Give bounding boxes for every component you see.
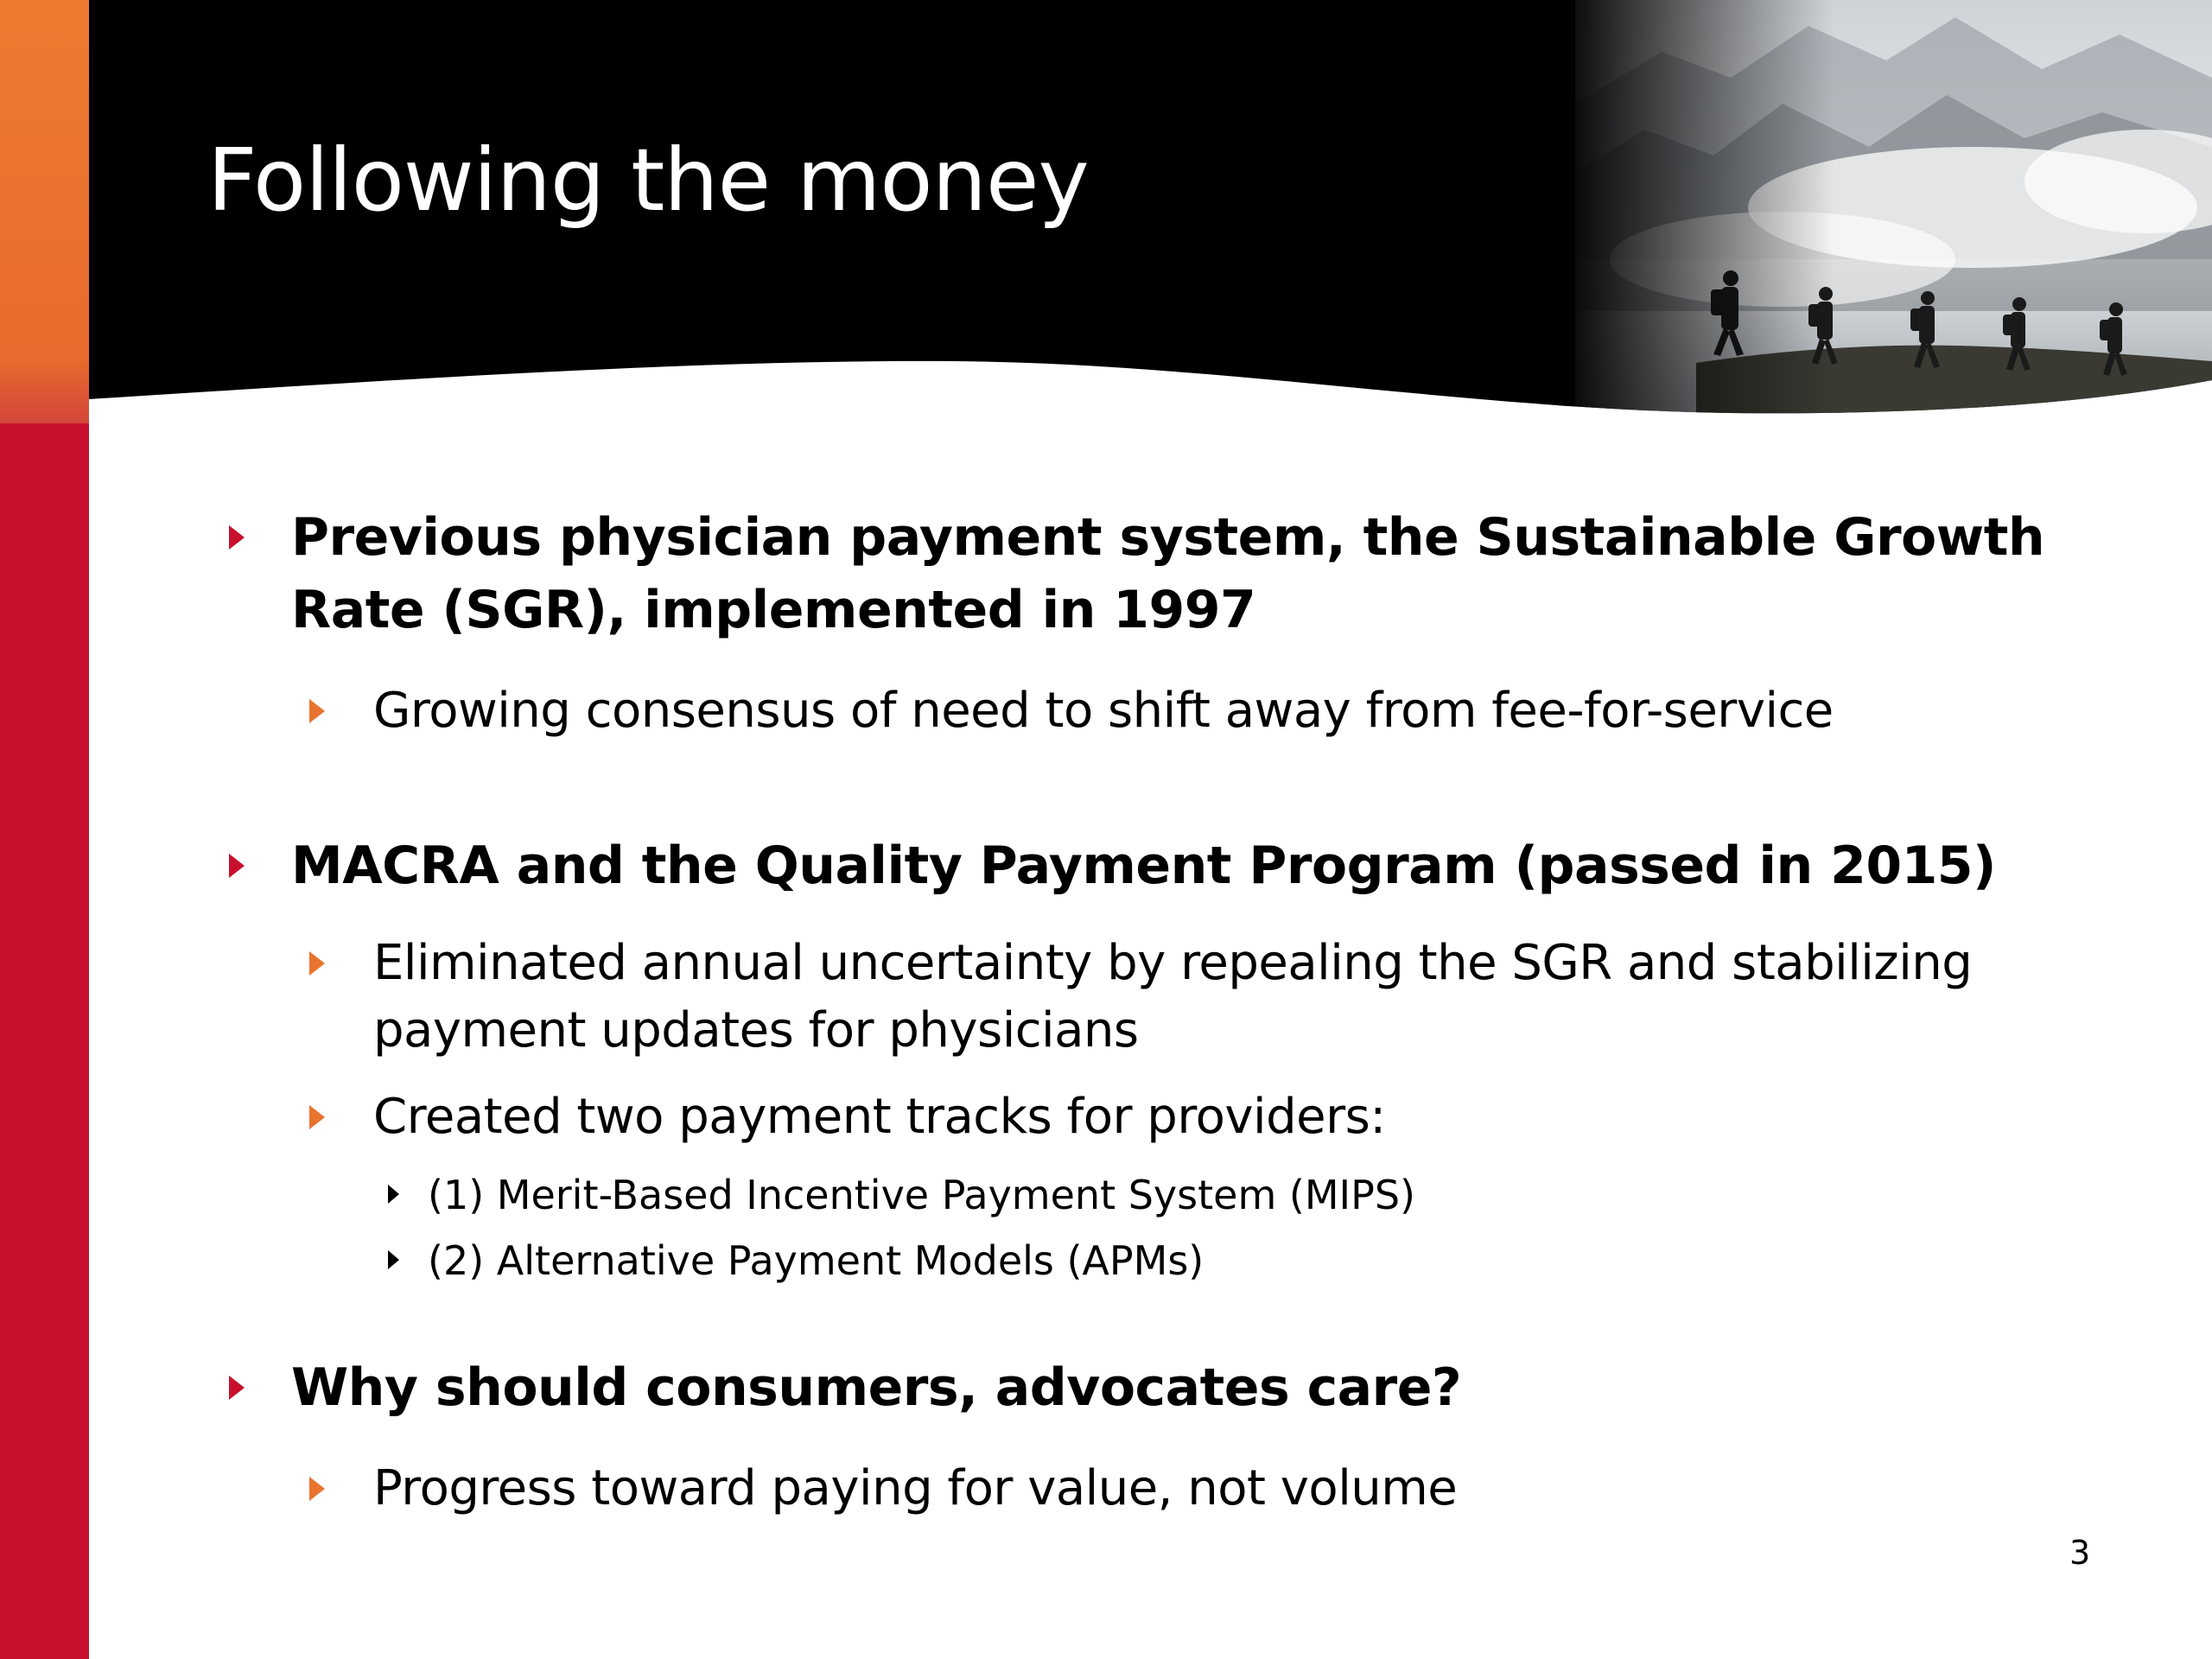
bullet-level2 [302,677,2052,745]
bullet-text: MACRA and the Quality Payment Program (passed in 2015) [291,836,1996,896]
bullet-arrow-icon [388,1250,399,1269]
bullet-level1 [220,830,2052,902]
page-number: 3 [2069,1534,2091,1572]
bullet-level3 [385,1163,2052,1227]
bullet-text: Progress toward paying for value, not volume [373,1460,1458,1516]
bullet-text: Previous physician payment system, the Sustainable Growth Rate (SGR), implemented in 1997 [291,507,2045,640]
bullet-level1 [220,1351,2052,1424]
bullet-text: (2) Alternative Payment Models (APMs) [428,1237,1205,1284]
bullet-arrow-icon [388,1185,399,1204]
bullet-list [220,501,2052,1522]
bullet-text: (1) Merit-Based Incentive Payment System (MIPS) [428,1172,1415,1218]
bullet-arrow-icon [309,1477,325,1501]
bullet-arrow-icon [309,699,325,723]
bullet-level3 [385,1229,2052,1293]
bullet-arrow-icon [229,854,245,878]
bullet-text: Why should consumers, advocates care? [291,1357,1462,1418]
bullet-arrow-icon [309,1105,325,1129]
bullet-arrow-icon [229,525,245,550]
bullet-arrow-icon [309,951,325,976]
bullet-level1 [220,501,2052,646]
slide-title: Following the money [207,130,1089,231]
bullet-text: Eliminated annual uncertainty by repealing the SGR and stabilizing payment updates for physicians [373,935,1973,1058]
bullet-level2 [302,1455,2052,1522]
bullet-text: Growing consensus of need to shift away from fee-for-service [373,683,1834,739]
bullet-text: Created two payment tracks for providers: [373,1089,1386,1145]
bullet-level2 [302,1084,2052,1151]
bullet-level2 [302,930,2052,1065]
bullet-arrow-icon [229,1376,245,1400]
left-accent-bar-orange [0,0,89,423]
